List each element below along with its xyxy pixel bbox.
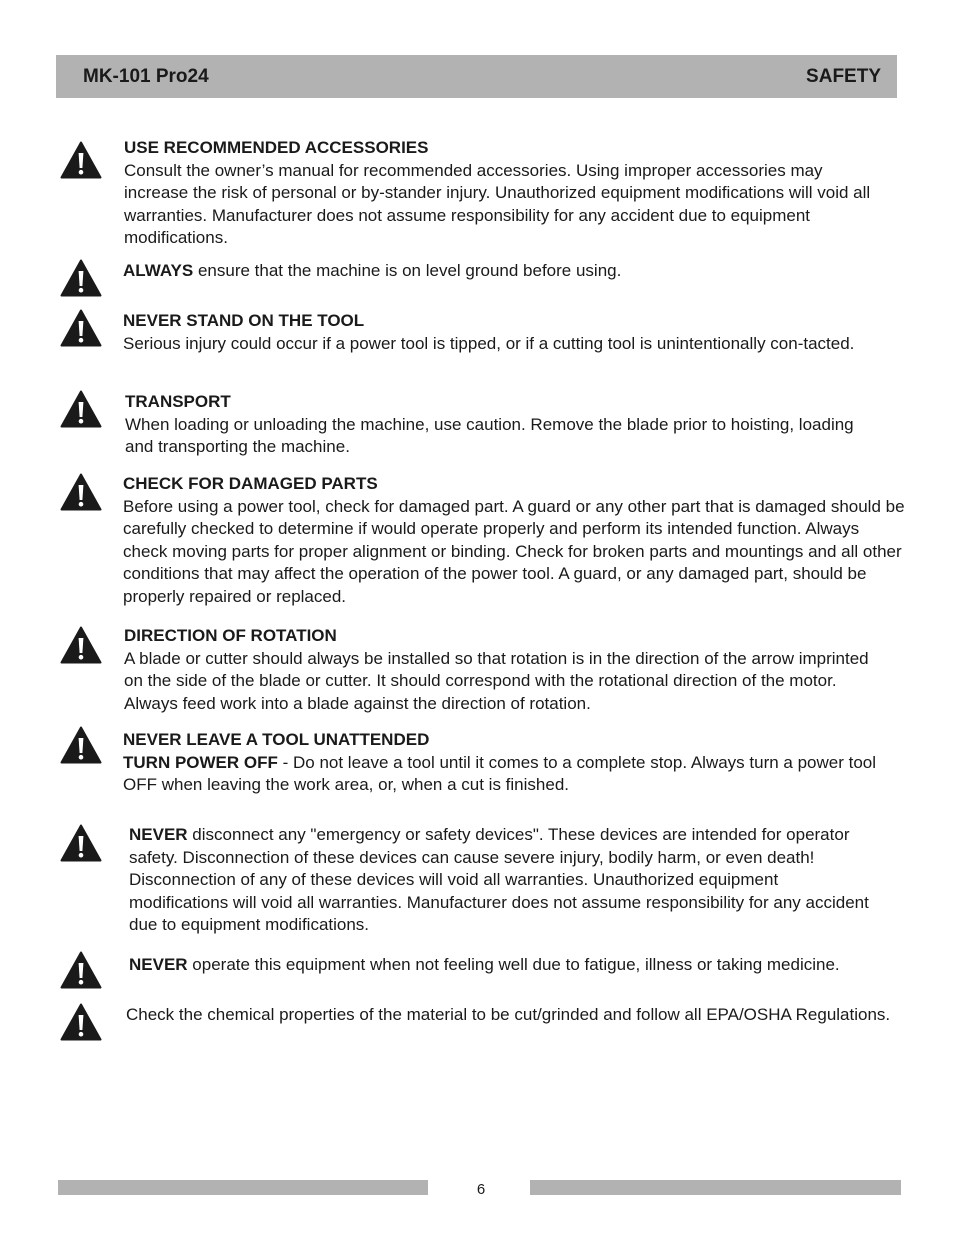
warning-triangle-icon <box>60 473 102 511</box>
safety-item-emergency-devices <box>129 824 879 937</box>
item-title: TRANSPORT <box>125 392 231 411</box>
warning-triangle-icon <box>60 141 102 179</box>
item-title: NEVER LEAVE A TOOL UNATTENDED <box>123 730 430 749</box>
item-title: DIRECTION OF ROTATION <box>124 626 337 645</box>
item-lead: TURN POWER OFF <box>123 752 278 772</box>
model-name: MK-101 Pro24 <box>83 65 209 87</box>
warning-triangle-icon <box>60 1003 102 1041</box>
item-body-wrap <box>123 752 883 797</box>
item-body: Before using a power tool, check for damaged part. A guard or any other part that is damaged should be carefully checked to determine if would operate properly and perform its intended function. Always check moving parts for proper alignment or binding. Check for broken parts and mountings and all other conditions that may affect the operation of the power tool. A guard, or any damaged part, should be properly repaired or replaced. <box>123 496 905 606</box>
item-body: - Do not leave a tool until it comes to a complete stop. Always turn a power tool OFF when leaving the work area, or, when a cut is finished. <box>123 752 877 794</box>
safety-item-rotation <box>124 625 879 715</box>
item-body: Serious injury could occur if a power tool is tipped, or if a cutting tool is unintentionally con-tacted. <box>123 333 855 353</box>
safety-item-unattended <box>123 729 883 797</box>
safety-item-damaged-parts <box>123 473 908 608</box>
item-title: NEVER STAND ON THE TOOL <box>123 311 365 330</box>
page-number: 6 <box>476 1181 486 1198</box>
item-body: A blade or cutter should always be installed so that rotation is in the direction of the arrow imprinted on the side of the blade or cutter. It should correspond with the rotational direction of the motor. Always feed work into a blade against the direction of rotation. <box>124 648 869 713</box>
item-body: disconnect any "emergency or safety devices". These devices are intended for operator safety. Disconnection of these devices can cause severe injury, bodily harm, or even death! Disconnection of any of these devices will void all warranties. Unauthorized equipment modifications will void all warranties. Manufacturer does not assume responsibility for any accident due to equipment modifications. <box>129 825 869 934</box>
item-body: ensure that the machine is on level ground before using. <box>193 261 622 280</box>
item-body: Check the chemical properties of the material to be cut/grinded and follow all EPA/OSHA Regulations. <box>126 1005 891 1024</box>
item-lead: NEVER <box>129 955 188 974</box>
safety-item-transport <box>125 391 885 459</box>
safety-item-never-stand <box>123 310 883 355</box>
item-title: CHECK FOR DAMAGED PARTS <box>123 474 378 493</box>
warning-triangle-icon <box>60 951 102 989</box>
page-header <box>56 55 897 98</box>
warning-triangle-icon <box>60 309 102 347</box>
section-title: SAFETY <box>806 65 881 87</box>
item-title: USE RECOMMENDED ACCESSORIES <box>124 138 429 157</box>
warning-triangle-icon <box>60 626 102 664</box>
safety-item-chemical <box>126 1004 892 1027</box>
safety-item-fatigue <box>129 954 929 977</box>
item-lead: ALWAYS <box>123 261 194 280</box>
warning-triangle-icon <box>60 259 102 297</box>
warning-triangle-icon <box>60 824 102 862</box>
item-lead: NEVER <box>129 825 188 844</box>
warning-triangle-icon <box>60 390 102 428</box>
footer-bar-left <box>58 1180 428 1195</box>
item-body: Consult the owner’s manual for recommended accessories. Using improper accessories may increase the risk of personal or by-stander injury. Unauthorized equipment modifications will void all warranties. Manufacturer does not assume responsibility for any accident due to equipment modifications. <box>124 160 871 247</box>
warning-triangle-icon <box>60 726 102 764</box>
item-body: When loading or unloading the machine, use caution. Remove the blade prior to hoisting, loading and transporting the machine. <box>125 414 854 456</box>
safety-item-level-ground <box>123 260 903 283</box>
footer-bar-right <box>530 1180 901 1195</box>
item-body: operate this equipment when not feeling well due to fatigue, illness or taking medicine. <box>187 955 840 974</box>
safety-item-accessories <box>124 137 884 250</box>
